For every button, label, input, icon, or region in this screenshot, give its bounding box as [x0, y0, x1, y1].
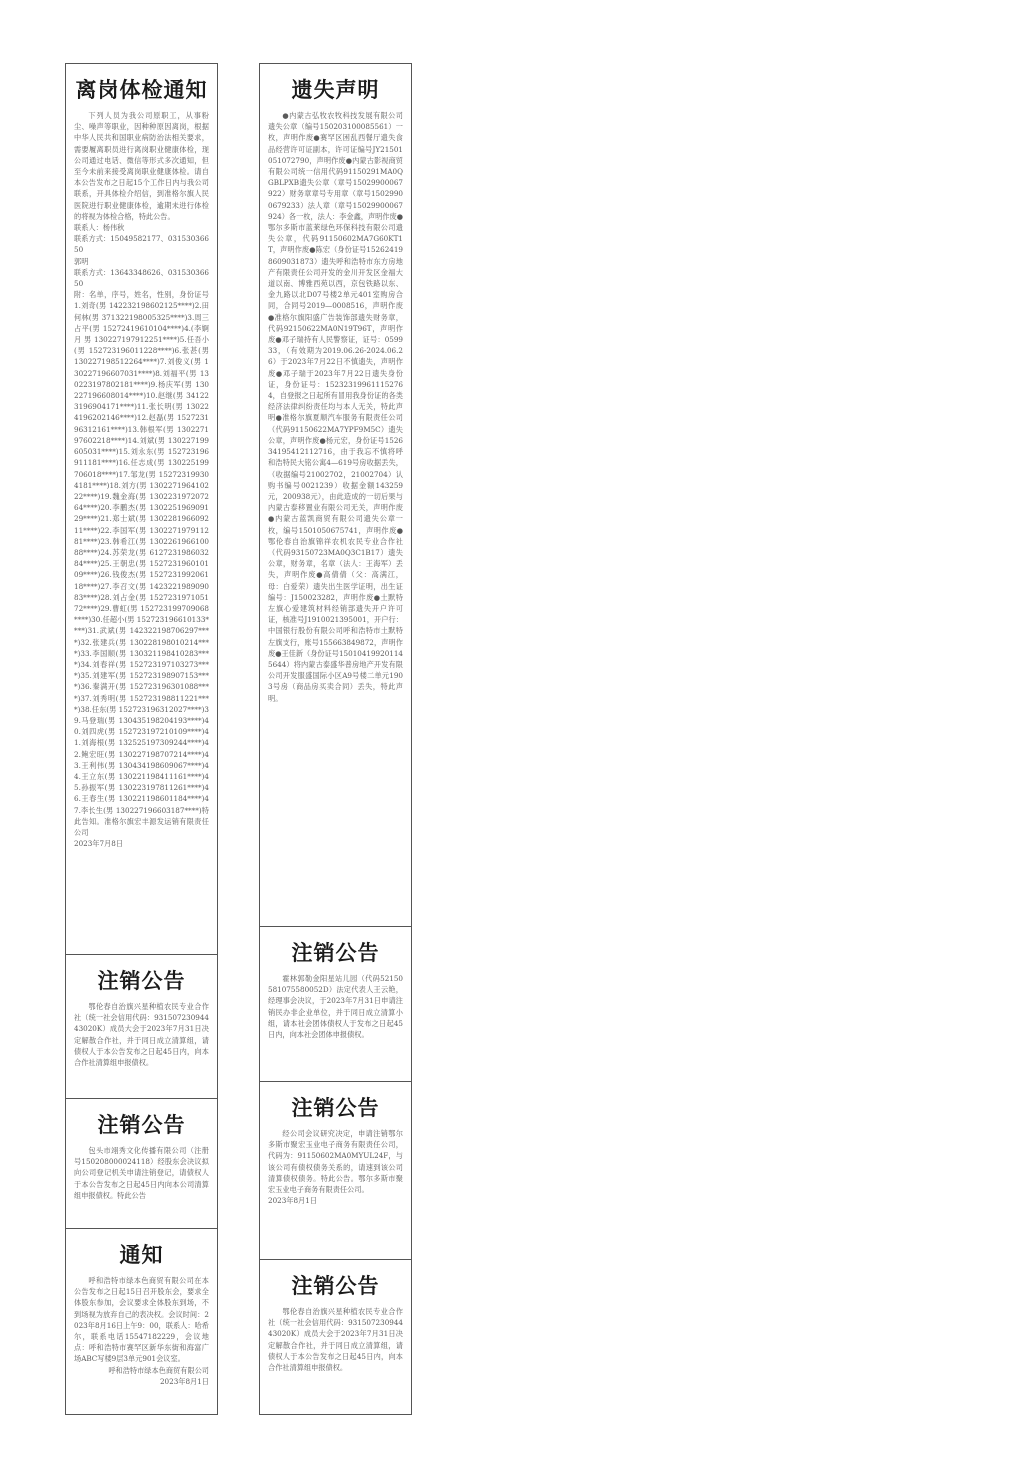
- notice-date: 2023年7月8日: [74, 839, 124, 849]
- notice-text: 霍林郭勒金阳星站儿园（代码52150581075580052D）法定代表人王云艳，经理事会决议，于2023年7月31日申请注销民办非企业单位，并于同日成立清算小组，请本社会团体债权人于发布之日起45日内，向本社会团体申报债权。: [268, 974, 403, 1040]
- notice-text: 呼和浩特市绿本色商贸有限公司在本公告发布之日起15日召开股东会，要求全体股东参加，会议要求全体股东到场，不到场视为放弃自己的表决权。会议时间：2023年8月16日上午9：00，联系人：哈希尔，联系电话15547182229，会议地点：呼和浩特市赛罕区新华东街和海富广场ABC写楼9层3单元901会议室。: [74, 1276, 209, 1364]
- notice-title: 注销公告: [291, 1096, 380, 1120]
- contact-person-2: 郭明: [74, 256, 89, 266]
- notice-title: 注销公告: [291, 941, 380, 965]
- contact-phone-2: 联系方式：13643348626、03153036650: [74, 267, 209, 289]
- contact-phone: 联系方式：15049582177、03153036650: [74, 234, 209, 255]
- notice-text: 鄂伦春自治旗兴星种植农民专业合作社（统一社会信用代码：93150723094443020K）成员大会于2023年7月31日决定解散合作社，并于同日成立清算组，请债权人于本公告发布之日起45日内，向本合作社清算组申报债权。: [268, 1307, 403, 1373]
- notice-text: ●内蒙古弘牧农牧科技发展有限公司遗失公章（编号150203100085561）一枚，声明作废●赛罕区困乱西餐厅遗失食品经营许可证副本，许可证编号JY21501051072790，声明作废●内蒙古影视商贸有限公司统一信用代码91150291MA0QGBLPXB遗失公章（章号15029900067922）财务章章号专用章（章号15029900679233）法人章（章号15029900067924）各一枚，法人：李金鑫，声明作废●鄂尔多斯市蓝莱绿色环保科技有限公司遗失公章，代码91150602MA7G60KT1T，声明作废●陈宏（身份证号152624198609031873）遗失呼和浩特市东方房地产有限责任公司开发的金川开发区金福大道以南、博雅西苑以西，京包铁路以东、金九路以北D07号楼2单元401室购房合同，合同号2019—0008516，声明作废●准格尔旗阳盛广告装饰部遗失财务章，代码92150622MA0N19T96T，声明作废●邓子瑞持有人民警察证，证号：059933，（有效期为2019.06.26-2024.06.26）于2023年7月22日不慎遗失，声明作废●邓子瑞于2023年7月22日遗失身份证，身份证号：152323199611152764，自登报之日起所有冒用我身份证的各类经济法律纠纷责任均与本人无关，特此声明●准格尔旗夏顺汽车服务有限责任公司（代码91150622MA7YPF9M5C）遗失公章，声明作废●杨元宏，身份证号152634195412112716，由于我忘不慎将呼和浩特民大铭公寓4—619号房收据丢失，（收据编号21002702，21002704）认购书编号0021239）收据金额143259元，200938元），由此造成的一切后果与内蒙古泰移置业有限公司无关，声明作废●内蒙古蓝凯商贸有限公司遗失公章一枚，编号1501050675741，声明作废●鄂伦春自治旗锦祥农机农民专业合作社（代码93150723MA0Q3C1B17）遗失公章，财务章，名章（法人：王海军）丢失，声明作废●高倩倩（父：高满江，母：白爱荣）遗失出生医学证明，出生证编号：J150023282，声明作废●土默特左旗心爱建筑材料经销部遗失开户许可证，核准号J1910021395001，开户行：中国银行股份有限公司呼和浩特市土默特左旗支行，账号155663849872，声明作废●王佳新（身份证号150104199201145644）将内蒙古泰盛华普房地产开发有限公司开发服盛国际小区A9号楼二单元1903号房（商品房买卖合同）丢失，特此声明。: [268, 111, 403, 703]
- notice-title: 通知: [119, 1243, 164, 1267]
- notice-company: 呼和浩特市绿本色商贸有限公司: [108, 1365, 209, 1375]
- notice-title: 离岗体检通知: [75, 78, 208, 102]
- notice-body: [74, 1145, 209, 1201]
- notice-text: 包头市翊秀文化传播有限公司（注册号150208000024118）经股东会决议拟向公司登记机关申请注销登记，请债权人于本公告发布之日起45日内向本公司清算组申报债权。特此公告: [74, 1146, 209, 1200]
- notice-title: 注销公告: [291, 1274, 380, 1298]
- notice-body: [268, 110, 403, 704]
- notice-text: 鄂伦春自治旗兴星种植农民专业合作社（统一社会信用代码：93150723094443020K）成员大会于2023年7月31日决定解散合作社，并于同日成立清算组，请债权人于本公告发布之日起45日内，向本合作社清算组申报债权。: [74, 1002, 209, 1068]
- notice-date: 2023年8月1日: [268, 1196, 318, 1206]
- notice-title: 遗失声明: [291, 78, 380, 102]
- notice-body: [74, 110, 209, 849]
- left-column: [65, 63, 218, 1415]
- notice-title: 注销公告: [97, 969, 186, 993]
- notice-loss-statement: [260, 64, 411, 926]
- notice-body: [268, 1306, 403, 1373]
- notice-text: 经公司会议研究决定，申请注销鄂尔多斯市聚宏玉业电子商务有限责任公司，代码为：91150602MA0MYUL24F，与该公司有债权债务关系的，请速到该公司清算债权债务。特此公告。鄂尔多斯市聚宏玉业电子商务有限责任公司。: [268, 1129, 403, 1195]
- notice-deregistration-2: [66, 1098, 217, 1228]
- notice-deregistration-3: [260, 926, 411, 1081]
- notice-body: [268, 973, 403, 1040]
- contact-person: 联系人：杨伟秋: [74, 223, 125, 233]
- right-column: [259, 63, 412, 1415]
- notice-date: 2023年8月1日: [159, 1376, 209, 1386]
- notice-body: [74, 1001, 209, 1068]
- notice-offboard-health-check: [66, 64, 217, 954]
- notice-deregistration-5: [260, 1259, 411, 1416]
- employee-list: 附：名单，序号，姓名，性别，身份证号 1.刘奇(男 142232198602125****)2.田何林(男 371322198005325****)3.周三占平(男 15272419610104****)4.(李婀月 男 130227197912251****)5.任吾小(男 152723196011228****)6.张甚(男 130227198512264****)7.刘俊义(男 130227196607031****)8.刘福平(男 130223197802181****)9.杨庆军(男 130227196608014****)10.赵继(男 341223196904171****)11.张长明(男 130224196202146****)12.赵磊(男 152723196312161****)13.韩根军(男 130227197602218****)14.刘斌(男 130227199605031****)15.刘永东(男 152723196911181****)16.任志成(男 130225199706018****)17.邹龙(男 152723199304181****)18.刘方(男 130227196410222****)19.魏金海(男 130223197207264****)20.李鹏杰(男 130225196909129****)21.郑士斌(男 130228196609211****)22.李国军(男 130227197911281****)23.韩希江(男 130226196610088****)24.苏荣龙(男 612723198603284****)25.王朝忠(男 152723196010109****)26.钱俊杰(男 152723199206118****)27.李召文(男 142322198909083****)28.刘占金(男 152723197105172****)29.曹虹(男 152723199709068****)30.任超小(男 152723196610133****)31.武斌(男 142322198706297****)32.张建兵(男 130228198010214****)33.李国顺(男 130321198410283****)34.刘春祥(男 152723197103273****)35.刘建军(男 152723198907153****)36.秦满开(男 152723196301088****)37.刘秀明(男 152723198811221****)38.任东(男 152723196312027****)39.马登瑞(男 130435198204193****)40.刘四虎(男 152723197210109****)41.刘海根(男 132525197309244****)42.鲍宏旺(男 130227198707214****)43.王利伟(男 130434198609067****)44.王立东(男 130221198411161****)45.孙振军(男 130223197811261****)46.王春生(男 130221198601184****)47.李长生(男 130227196603187****)特此告知。准格尔旗宏丰源发运销有限责任公司: [74, 290, 209, 837]
- notice-deregistration-1: [66, 954, 217, 1098]
- notice-body: [268, 1128, 403, 1206]
- notice-deregistration-4: [260, 1081, 411, 1259]
- notice-shareholder-meeting: [66, 1228, 217, 1416]
- notice-body: [74, 1275, 209, 1387]
- notice-intro: 下列人员为我公司原职工，从事粉尘、噪声等职业，因种种原因离岗，根据中华人民共和国职业病防治法相关要求，需要履离职员进行离岗职业健康体检，现公司通过电话、微信等形式多次通知，但至今未前来接受离岗职业健康体检。请自本公告发布之日起15个工作日内与我公司联系，开具体检介绍信，到准格尔旗人民医院进行职业健康体检，逾期未进行体检的将视为体检合格，特此公告。: [74, 111, 209, 221]
- notice-title: 注销公告: [97, 1113, 186, 1137]
